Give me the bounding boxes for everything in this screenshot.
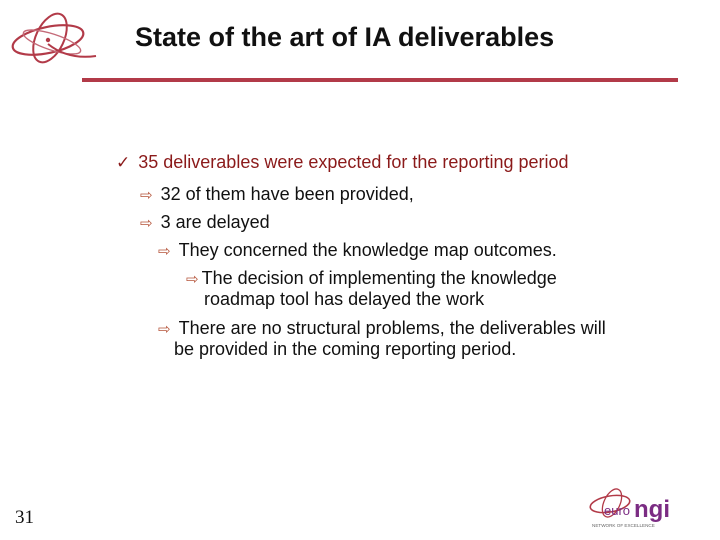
sub-bullet-item	[140, 184, 414, 206]
bullet-text: 3 are delayed	[160, 212, 270, 232]
logo-euro-text: euro	[604, 503, 631, 518]
sub-sub-sub-bullet-item	[186, 268, 557, 290]
checkmark-icon: ✓	[116, 153, 131, 172]
bullet-item	[116, 152, 569, 173]
bullet-text-line-1: There are no structural problems, the deliverables will	[178, 318, 606, 338]
outline-arrow-icon: ⇨	[158, 243, 171, 260]
title-divider	[82, 78, 678, 82]
outline-arrow-icon: ⇨	[140, 215, 153, 232]
euro-ngi-logo	[586, 486, 696, 530]
bullet-text: They concerned the knowledge map outcomes.	[178, 240, 557, 260]
bullet-continuation: be provided in the coming reporting period.	[174, 339, 517, 359]
sub-sub-bullet-item	[158, 240, 557, 262]
orbit-logo-icon	[8, 4, 100, 76]
slide-title: State of the art of IA deliverables	[135, 22, 555, 52]
logo-tagline: NETWORK OF EXCELLENCE	[592, 523, 655, 528]
sub-sub-bullet-item	[158, 318, 606, 340]
slide-number: 31	[15, 507, 34, 528]
outline-arrow-icon: ⇨	[140, 187, 153, 204]
outline-arrow-icon: ⇨	[186, 271, 199, 288]
outline-arrow-icon: ⇨	[158, 321, 171, 338]
bullet-text: 35 deliverables were expected for the reporting period	[138, 152, 569, 172]
sub-bullet-item	[140, 212, 270, 234]
bullet-text-line-1: The decision of implementing the knowledge	[201, 268, 557, 288]
bullet-text: 32 of them have been provided,	[160, 184, 414, 204]
logo-ngi-text: ngi	[634, 496, 670, 523]
bullet-continuation: roadmap tool has delayed the work	[204, 289, 485, 309]
